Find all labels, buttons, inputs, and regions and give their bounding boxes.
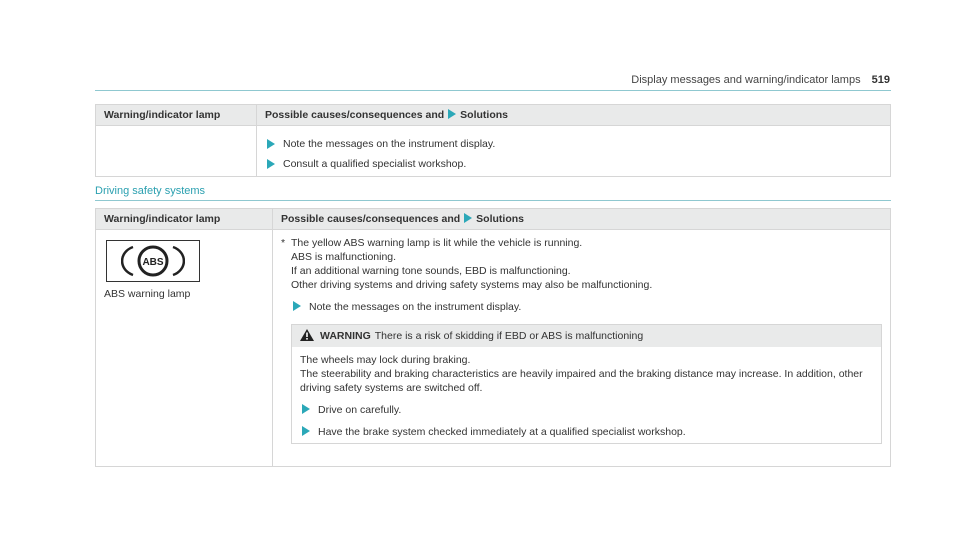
step-arrow-icon	[293, 301, 301, 311]
header-title: Display messages and warning/indicator lamps	[631, 74, 861, 86]
solution-step: Note the messages on the instrument display.	[265, 138, 882, 150]
warning-triangle-icon	[300, 329, 314, 341]
page-header	[631, 74, 890, 86]
solution-arrow-icon	[464, 213, 472, 223]
step-arrow-icon	[302, 426, 310, 436]
col-header-lamp: Warning/indicator lamp	[96, 209, 273, 230]
warning-box	[291, 324, 882, 444]
footnote-star: *	[281, 237, 286, 249]
header-rule	[95, 90, 891, 91]
abs-symbol-text: ABS	[142, 257, 164, 268]
table-row	[96, 126, 891, 177]
step-arrow-icon	[267, 139, 275, 149]
warning-header	[292, 325, 881, 347]
step-arrow-icon	[302, 404, 310, 414]
section-title: Driving safety systems	[95, 185, 206, 197]
lamp-cell	[96, 126, 257, 177]
table-row	[96, 230, 891, 467]
cause-text: * The yellow ABS warning lamp is lit while the vehicle is running. ABS is malfunctioning. If an additional warning tone sounds, EBD is malfunctioning. Other driving systems and driving safety systems may also be malfunctioning.	[281, 237, 653, 291]
warning-body: The wheels may lock during braking. The steerability and braking characteristics are heavily impaired and the braking distance may increase. In addition, other driving safety systems are switched off. Drive on carefully. Have the brake system checked immediately at a qualified specialist workshop.	[292, 347, 881, 443]
step-arrow-icon	[267, 159, 275, 169]
warning-label: WARNING	[320, 330, 371, 342]
lamp-table-continued	[95, 104, 891, 177]
col-header-causes: Possible causes/consequences and Solutions	[273, 209, 891, 230]
solution-step: Drive on carefully.	[300, 403, 873, 417]
solution-step: Have the brake system checked immediately at a qualified specialist workshop.	[300, 425, 873, 439]
page-number: 519	[871, 74, 890, 86]
section-rule	[95, 200, 891, 201]
lamp-label: ABS warning lamp	[104, 288, 191, 300]
lamp-cell	[96, 230, 273, 467]
abs-warning-lamp-icon	[106, 240, 200, 282]
col-header-causes: Possible causes/consequences and Solutions	[257, 105, 891, 126]
solution-step: Consult a qualified specialist workshop.	[265, 158, 882, 170]
col-header-lamp: Warning/indicator lamp	[96, 105, 257, 126]
causes-cell	[273, 230, 891, 467]
causes-cell	[257, 126, 891, 177]
solution-step: Note the messages on the instrument display.	[291, 300, 882, 314]
warning-title: There is a risk of skidding if EBD or ABS is malfunctioning	[374, 330, 644, 342]
driving-safety-table	[95, 208, 891, 467]
solution-arrow-icon	[448, 109, 456, 119]
